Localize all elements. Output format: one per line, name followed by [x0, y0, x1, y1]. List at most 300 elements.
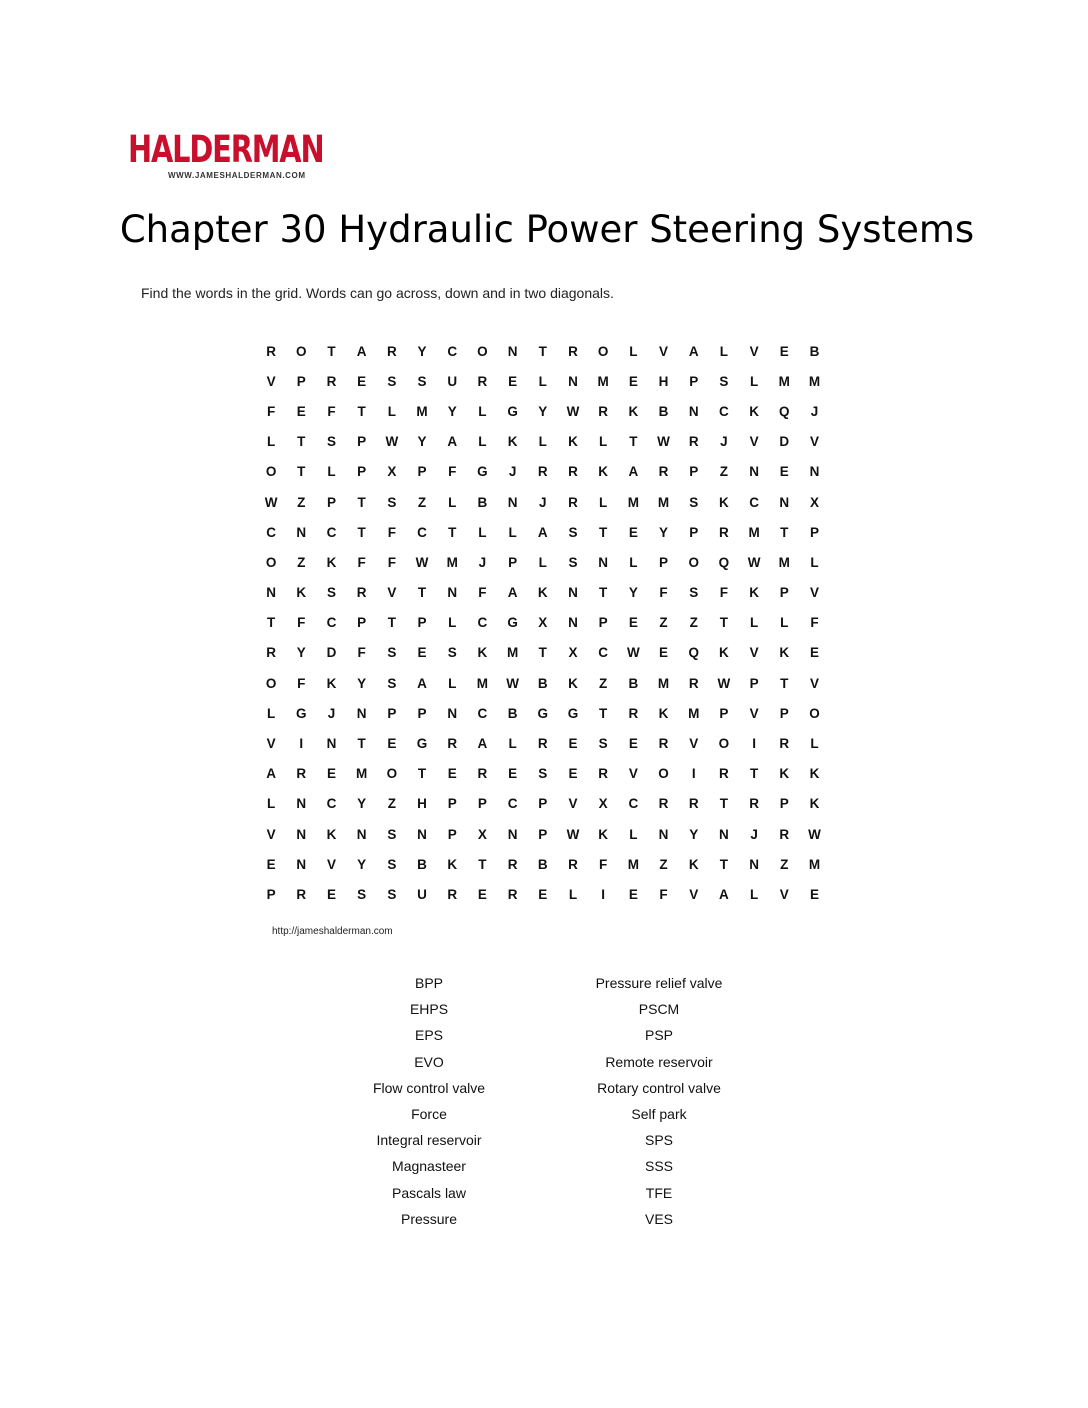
grid-letter: M: [506, 645, 519, 661]
grid-letter: B: [537, 856, 548, 872]
word-list-item: EVO: [414, 1053, 444, 1070]
grid-letter: X: [598, 796, 608, 812]
grid-letter: M: [688, 705, 700, 721]
grid-letter: S: [326, 585, 336, 601]
grid-letter: A: [688, 343, 699, 359]
grid-letter: S: [689, 494, 699, 510]
grid-letter: K: [749, 585, 759, 601]
grid-letter: N: [507, 494, 518, 510]
grid-letter: K: [537, 585, 548, 601]
grid-letter: L: [629, 343, 638, 359]
grid-letter: T: [719, 856, 729, 872]
grid-letter: L: [448, 494, 457, 510]
grid-letter: Y: [357, 796, 367, 812]
grid-letter: F: [357, 645, 366, 661]
grid-letter: M: [748, 524, 760, 540]
grid-letter: P: [477, 796, 487, 812]
grid-letter: P: [719, 705, 729, 721]
grid-letter: O: [265, 464, 277, 480]
grid-letter: R: [658, 796, 669, 812]
grid-letter: N: [326, 736, 337, 752]
grid-letter: B: [417, 856, 427, 872]
grid-letter: L: [508, 524, 517, 540]
grid-letter: B: [477, 494, 488, 510]
grid-letter: N: [658, 826, 669, 842]
grid-letter: P: [689, 464, 699, 480]
source-link[interactable]: http://jameshalderman.com: [272, 926, 393, 937]
grid-letter: I: [299, 736, 304, 752]
grid-letter: C: [598, 645, 609, 661]
grid-letter: C: [326, 615, 337, 631]
grid-letter: K: [658, 705, 669, 721]
grid-letter: R: [719, 524, 729, 540]
grid-letter: S: [447, 645, 457, 661]
grid-letter: M: [808, 856, 821, 872]
grid-letter: R: [477, 373, 488, 389]
grid-letter: Z: [297, 494, 306, 510]
grid-letter: O: [658, 766, 669, 782]
logo-wordmark: HALDERMAN: [128, 128, 324, 171]
grid-letter: L: [599, 494, 608, 510]
grid-letter: R: [266, 343, 276, 359]
grid-letter: J: [508, 464, 517, 480]
grid-letter: L: [719, 343, 729, 359]
grid-letter: S: [568, 524, 578, 540]
grid-letter: P: [266, 886, 276, 902]
grid-letter: V: [749, 645, 759, 661]
grid-letter: R: [568, 343, 578, 359]
grid-letter: E: [779, 464, 789, 480]
grid-letter: K: [809, 796, 820, 812]
grid-letter: S: [598, 736, 608, 752]
grid-letter: L: [538, 434, 547, 450]
grid-letter: R: [296, 766, 307, 782]
grid-letter: T: [357, 524, 366, 540]
grid-letter: S: [387, 856, 397, 872]
grid-letter: R: [598, 766, 609, 782]
grid-letter: W: [264, 494, 278, 510]
grid-letter: C: [628, 796, 639, 812]
grid-letter: L: [629, 554, 638, 570]
grid-letter: T: [538, 645, 547, 661]
grid-letter: K: [779, 645, 790, 661]
grid-letter: R: [537, 464, 548, 480]
grid-letter: R: [688, 796, 699, 812]
grid-letter: K: [477, 645, 488, 661]
grid-letter: K: [719, 645, 729, 661]
grid-letter: P: [809, 524, 819, 540]
grid-letter: P: [659, 554, 669, 570]
grid-letter: T: [780, 675, 789, 691]
grid-letter: L: [810, 736, 819, 752]
grid-letter: L: [749, 373, 759, 389]
grid-letter: W: [808, 826, 821, 842]
grid-letter: Q: [718, 554, 730, 570]
instructions-text: Find the words in the grid. Words can go across, down and in two diagonals.: [141, 285, 614, 301]
grid-letter: O: [265, 554, 277, 570]
grid-letter: Z: [659, 856, 668, 872]
grid-letter: V: [628, 766, 638, 782]
grid-letter: J: [750, 826, 758, 842]
grid-letter: E: [809, 645, 819, 661]
grid-letter: V: [326, 856, 336, 872]
grid-letter: O: [265, 675, 277, 691]
word-list-item: Self park: [631, 1105, 687, 1122]
grid-letter: V: [266, 826, 276, 842]
grid-letter: D: [326, 645, 337, 661]
grid-letter: N: [356, 705, 367, 721]
grid-letter: M: [808, 373, 821, 389]
grid-letter: G: [567, 705, 579, 721]
grid-letter: P: [387, 705, 397, 721]
grid-letter: N: [779, 494, 790, 510]
grid-letter: I: [691, 766, 696, 782]
grid-letter: Y: [447, 403, 457, 419]
word-list-item: Pressure: [400, 1210, 458, 1227]
grid-letter: R: [658, 464, 669, 480]
grid-letter: L: [478, 524, 487, 540]
grid-letter: V: [689, 736, 699, 752]
grid-letter: R: [688, 434, 699, 450]
grid-letter: T: [266, 615, 276, 631]
grid-letter: C: [719, 403, 729, 419]
grid-letter: C: [447, 343, 458, 359]
grid-letter: L: [478, 434, 487, 450]
grid-letter: O: [597, 343, 609, 359]
grid-letter: N: [296, 826, 307, 842]
word-list-item: Rotary control valve: [597, 1079, 721, 1096]
grid-letter: W: [747, 554, 761, 570]
grid-letter: N: [568, 373, 578, 389]
grid-letter: N: [568, 585, 578, 601]
grid-letter: J: [478, 554, 487, 570]
grid-letter: F: [297, 675, 306, 691]
grid-letter: F: [659, 886, 668, 902]
grid-letter: R: [719, 766, 729, 782]
grid-letter: N: [266, 585, 276, 601]
grid-letter: E: [387, 736, 397, 752]
grid-letter: E: [628, 615, 638, 631]
grid-letter: G: [507, 615, 518, 631]
grid-letter: L: [749, 615, 759, 631]
grid-letter: U: [417, 886, 427, 902]
grid-letter: L: [629, 826, 638, 842]
grid-letter: T: [387, 615, 396, 631]
grid-letter: L: [478, 403, 487, 419]
grid-letter: C: [477, 615, 488, 631]
grid-letter: L: [448, 675, 457, 691]
grid-letter: F: [448, 464, 457, 480]
grid-letter: N: [809, 464, 820, 480]
grid-letter: R: [568, 494, 578, 510]
grid-letter: E: [628, 886, 638, 902]
grid-letter: X: [477, 826, 487, 842]
grid-letter: R: [266, 645, 276, 661]
grid-letter: P: [779, 796, 789, 812]
grid-letter: P: [357, 615, 367, 631]
grid-letter: B: [537, 675, 548, 691]
grid-letter: P: [749, 675, 759, 691]
grid-letter: F: [810, 615, 819, 631]
grid-letter: O: [688, 554, 699, 570]
grid-letter: P: [296, 373, 306, 389]
grid-letter: X: [387, 464, 397, 480]
grid-letter: E: [568, 766, 578, 782]
word-list-item: SPS: [644, 1132, 673, 1149]
grid-letter: B: [658, 403, 669, 419]
grid-letter: E: [296, 403, 306, 419]
grid-letter: Y: [357, 856, 367, 872]
grid-letter: P: [598, 615, 608, 631]
grid-letter: Y: [538, 403, 548, 419]
grid-letter: Y: [296, 645, 306, 661]
grid-letter: F: [387, 554, 396, 570]
grid-letter: R: [477, 766, 488, 782]
grid-letter: P: [447, 826, 457, 842]
grid-letter: T: [297, 434, 306, 450]
grid-letter: A: [719, 886, 729, 902]
grid-letter: K: [688, 856, 699, 872]
grid-letter: R: [507, 856, 518, 872]
word-list-item: Remote reservoir: [605, 1053, 713, 1070]
grid-letter: E: [266, 856, 276, 872]
grid-letter: S: [719, 373, 729, 389]
grid-letter: R: [326, 373, 337, 389]
grid-letter: F: [357, 554, 366, 570]
grid-letter: V: [266, 736, 276, 752]
grid-letter: M: [476, 675, 489, 691]
grid-letter: P: [326, 494, 336, 510]
grid-letter: O: [386, 766, 398, 782]
grid-letter: A: [417, 675, 427, 691]
grid-letter: R: [447, 886, 458, 902]
grid-letter: T: [599, 585, 608, 601]
grid-letter: U: [447, 373, 458, 389]
grid-letter: S: [387, 886, 397, 902]
grid-letter: L: [749, 886, 759, 902]
grid-letter: C: [417, 524, 427, 540]
grid-letter: L: [599, 434, 608, 450]
word-list-left: [329, 972, 529, 1234]
grid-letter: K: [296, 585, 307, 601]
grid-letter: W: [415, 554, 429, 570]
grid-letter: X: [568, 645, 578, 661]
grid-letter: T: [538, 343, 547, 359]
grid-letter: F: [599, 856, 608, 872]
grid-letter: N: [356, 826, 367, 842]
grid-letter: N: [296, 856, 307, 872]
grid-letter: V: [387, 585, 397, 601]
grid-letter: T: [478, 856, 487, 872]
grid-letter: N: [507, 343, 518, 359]
grid-letter: S: [538, 766, 548, 782]
grid-letter: Z: [780, 856, 789, 872]
grid-letter: T: [417, 766, 427, 782]
grid-letter: E: [809, 886, 819, 902]
grid-letter: G: [416, 736, 428, 752]
grid-letter: O: [477, 343, 488, 359]
grid-letter: R: [628, 705, 639, 721]
grid-letter: L: [387, 403, 396, 419]
grid-letter: A: [628, 464, 639, 480]
word-list-item: TFE: [645, 1184, 673, 1201]
grid-letter: T: [327, 343, 336, 359]
grid-letter: T: [417, 585, 427, 601]
grid-letter: Z: [599, 675, 608, 691]
grid-letter: B: [507, 705, 518, 721]
grid-letter: W: [506, 675, 519, 691]
grid-letter: Y: [628, 585, 638, 601]
grid-letter: K: [598, 826, 609, 842]
grid-letter: H: [417, 796, 427, 812]
logo-url: WWW.JAMESHALDERMAN.COM: [168, 171, 306, 180]
grid-letter: P: [357, 434, 367, 450]
grid-letter: F: [719, 585, 729, 601]
grid-letter: N: [507, 826, 518, 842]
grid-letter: K: [809, 766, 820, 782]
grid-letter: G: [477, 464, 488, 480]
word-list-item: BPP: [414, 975, 443, 991]
grid-letter: N: [719, 826, 729, 842]
grid-letter: G: [507, 403, 518, 419]
grid-letter: W: [385, 434, 399, 450]
grid-letter: V: [809, 675, 819, 691]
grid-letter: H: [658, 373, 669, 389]
grid-letter: O: [809, 705, 820, 721]
grid-letter: K: [568, 675, 578, 691]
grid-letter: W: [717, 675, 731, 691]
grid-letter: P: [689, 524, 699, 540]
word-list-item: VES: [644, 1210, 673, 1227]
grid-letter: E: [779, 343, 789, 359]
grid-letter: S: [387, 826, 397, 842]
grid-letter: J: [810, 403, 819, 419]
grid-letter: E: [628, 373, 638, 389]
grid-letter: F: [659, 585, 668, 601]
grid-letter: W: [626, 645, 640, 661]
grid-letter: N: [749, 464, 759, 480]
grid-letter: T: [599, 705, 608, 721]
grid-letter: S: [689, 585, 699, 601]
grid-letter: P: [779, 585, 789, 601]
grid-letter: L: [538, 554, 547, 570]
grid-letter: S: [357, 886, 367, 902]
grid-letter: L: [266, 796, 276, 812]
grid-letter: A: [266, 766, 276, 782]
grid-letter: L: [538, 373, 547, 389]
grid-letter: I: [752, 736, 756, 752]
grid-letter: Q: [779, 403, 790, 419]
grid-letter: M: [627, 494, 639, 510]
grid-letter: M: [627, 856, 639, 872]
grid-letter: K: [507, 434, 518, 450]
grid-letter: C: [749, 494, 759, 510]
grid-letter: F: [327, 403, 336, 419]
grid-letter: T: [357, 736, 366, 752]
grid-letter: E: [417, 645, 427, 661]
grid-letter: J: [720, 434, 728, 450]
grid-letter: E: [568, 736, 578, 752]
word-list-item: EPS: [414, 1027, 443, 1044]
grid-letter: A: [447, 434, 458, 450]
grid-letter: E: [326, 766, 336, 782]
grid-letter: X: [809, 494, 819, 510]
word-list-item: Integral reservoir: [376, 1132, 482, 1149]
grid-letter: T: [719, 615, 729, 631]
grid-letter: J: [327, 705, 336, 721]
grid-letter: S: [387, 675, 397, 691]
grid-letter: N: [447, 585, 458, 601]
grid-letter: E: [538, 886, 548, 902]
grid-letter: E: [326, 886, 336, 902]
grid-letter: R: [568, 464, 578, 480]
word-list-item: EHPS: [409, 1001, 449, 1018]
grid-letter: M: [356, 766, 368, 782]
grid-letter: N: [296, 524, 307, 540]
grid-letter: T: [297, 464, 306, 480]
grid-letter: C: [477, 705, 488, 721]
word-list-right: [559, 972, 759, 1234]
grid-letter: T: [357, 494, 366, 510]
word-list-item: Magnasteer: [392, 1158, 466, 1175]
grid-letter: R: [688, 675, 699, 691]
grid-letter: S: [417, 373, 427, 389]
grid-letter: F: [478, 585, 487, 601]
grid-letter: M: [446, 554, 458, 570]
grid-letter: J: [539, 494, 547, 510]
grid-letter: R: [356, 585, 367, 601]
grid-letter: V: [749, 343, 759, 359]
grid-letter: E: [508, 373, 518, 389]
grid-letter: L: [266, 434, 276, 450]
grid-letter: K: [326, 826, 337, 842]
grid-letter: P: [447, 796, 457, 812]
grid-letter: W: [566, 826, 580, 842]
grid-letter: N: [296, 796, 307, 812]
grid-letter: P: [417, 705, 427, 721]
grid-letter: E: [357, 373, 367, 389]
grid-letter: R: [749, 796, 759, 812]
word-list-item: PSP: [644, 1027, 673, 1044]
grid-letter: V: [568, 796, 578, 812]
grid-letter: F: [297, 615, 306, 631]
grid-letter: A: [537, 524, 548, 540]
grid-letter: E: [508, 766, 518, 782]
grid-letter: R: [779, 826, 790, 842]
grid-letter: Y: [417, 434, 427, 450]
grid-letter: K: [598, 464, 609, 480]
grid-letter: R: [658, 736, 669, 752]
grid-letter: T: [749, 766, 759, 782]
grid-letter: K: [326, 675, 337, 691]
grid-letter: K: [779, 766, 790, 782]
grid-letter: L: [810, 554, 819, 570]
grid-letter: B: [628, 675, 639, 691]
grid-letter: T: [780, 524, 789, 540]
grid-letter: A: [477, 736, 488, 752]
grid-letter: M: [778, 373, 790, 389]
grid-letter: D: [779, 434, 790, 450]
grid-letter: V: [659, 343, 669, 359]
grid-letter: Y: [417, 343, 427, 359]
grid-letter: M: [657, 675, 670, 691]
grid-letter: R: [537, 736, 548, 752]
grid-letter: E: [477, 886, 487, 902]
grid-letter: T: [448, 524, 457, 540]
grid-letter: Z: [659, 615, 668, 631]
grid-letter: M: [778, 554, 790, 570]
grid-letter: W: [566, 403, 580, 419]
